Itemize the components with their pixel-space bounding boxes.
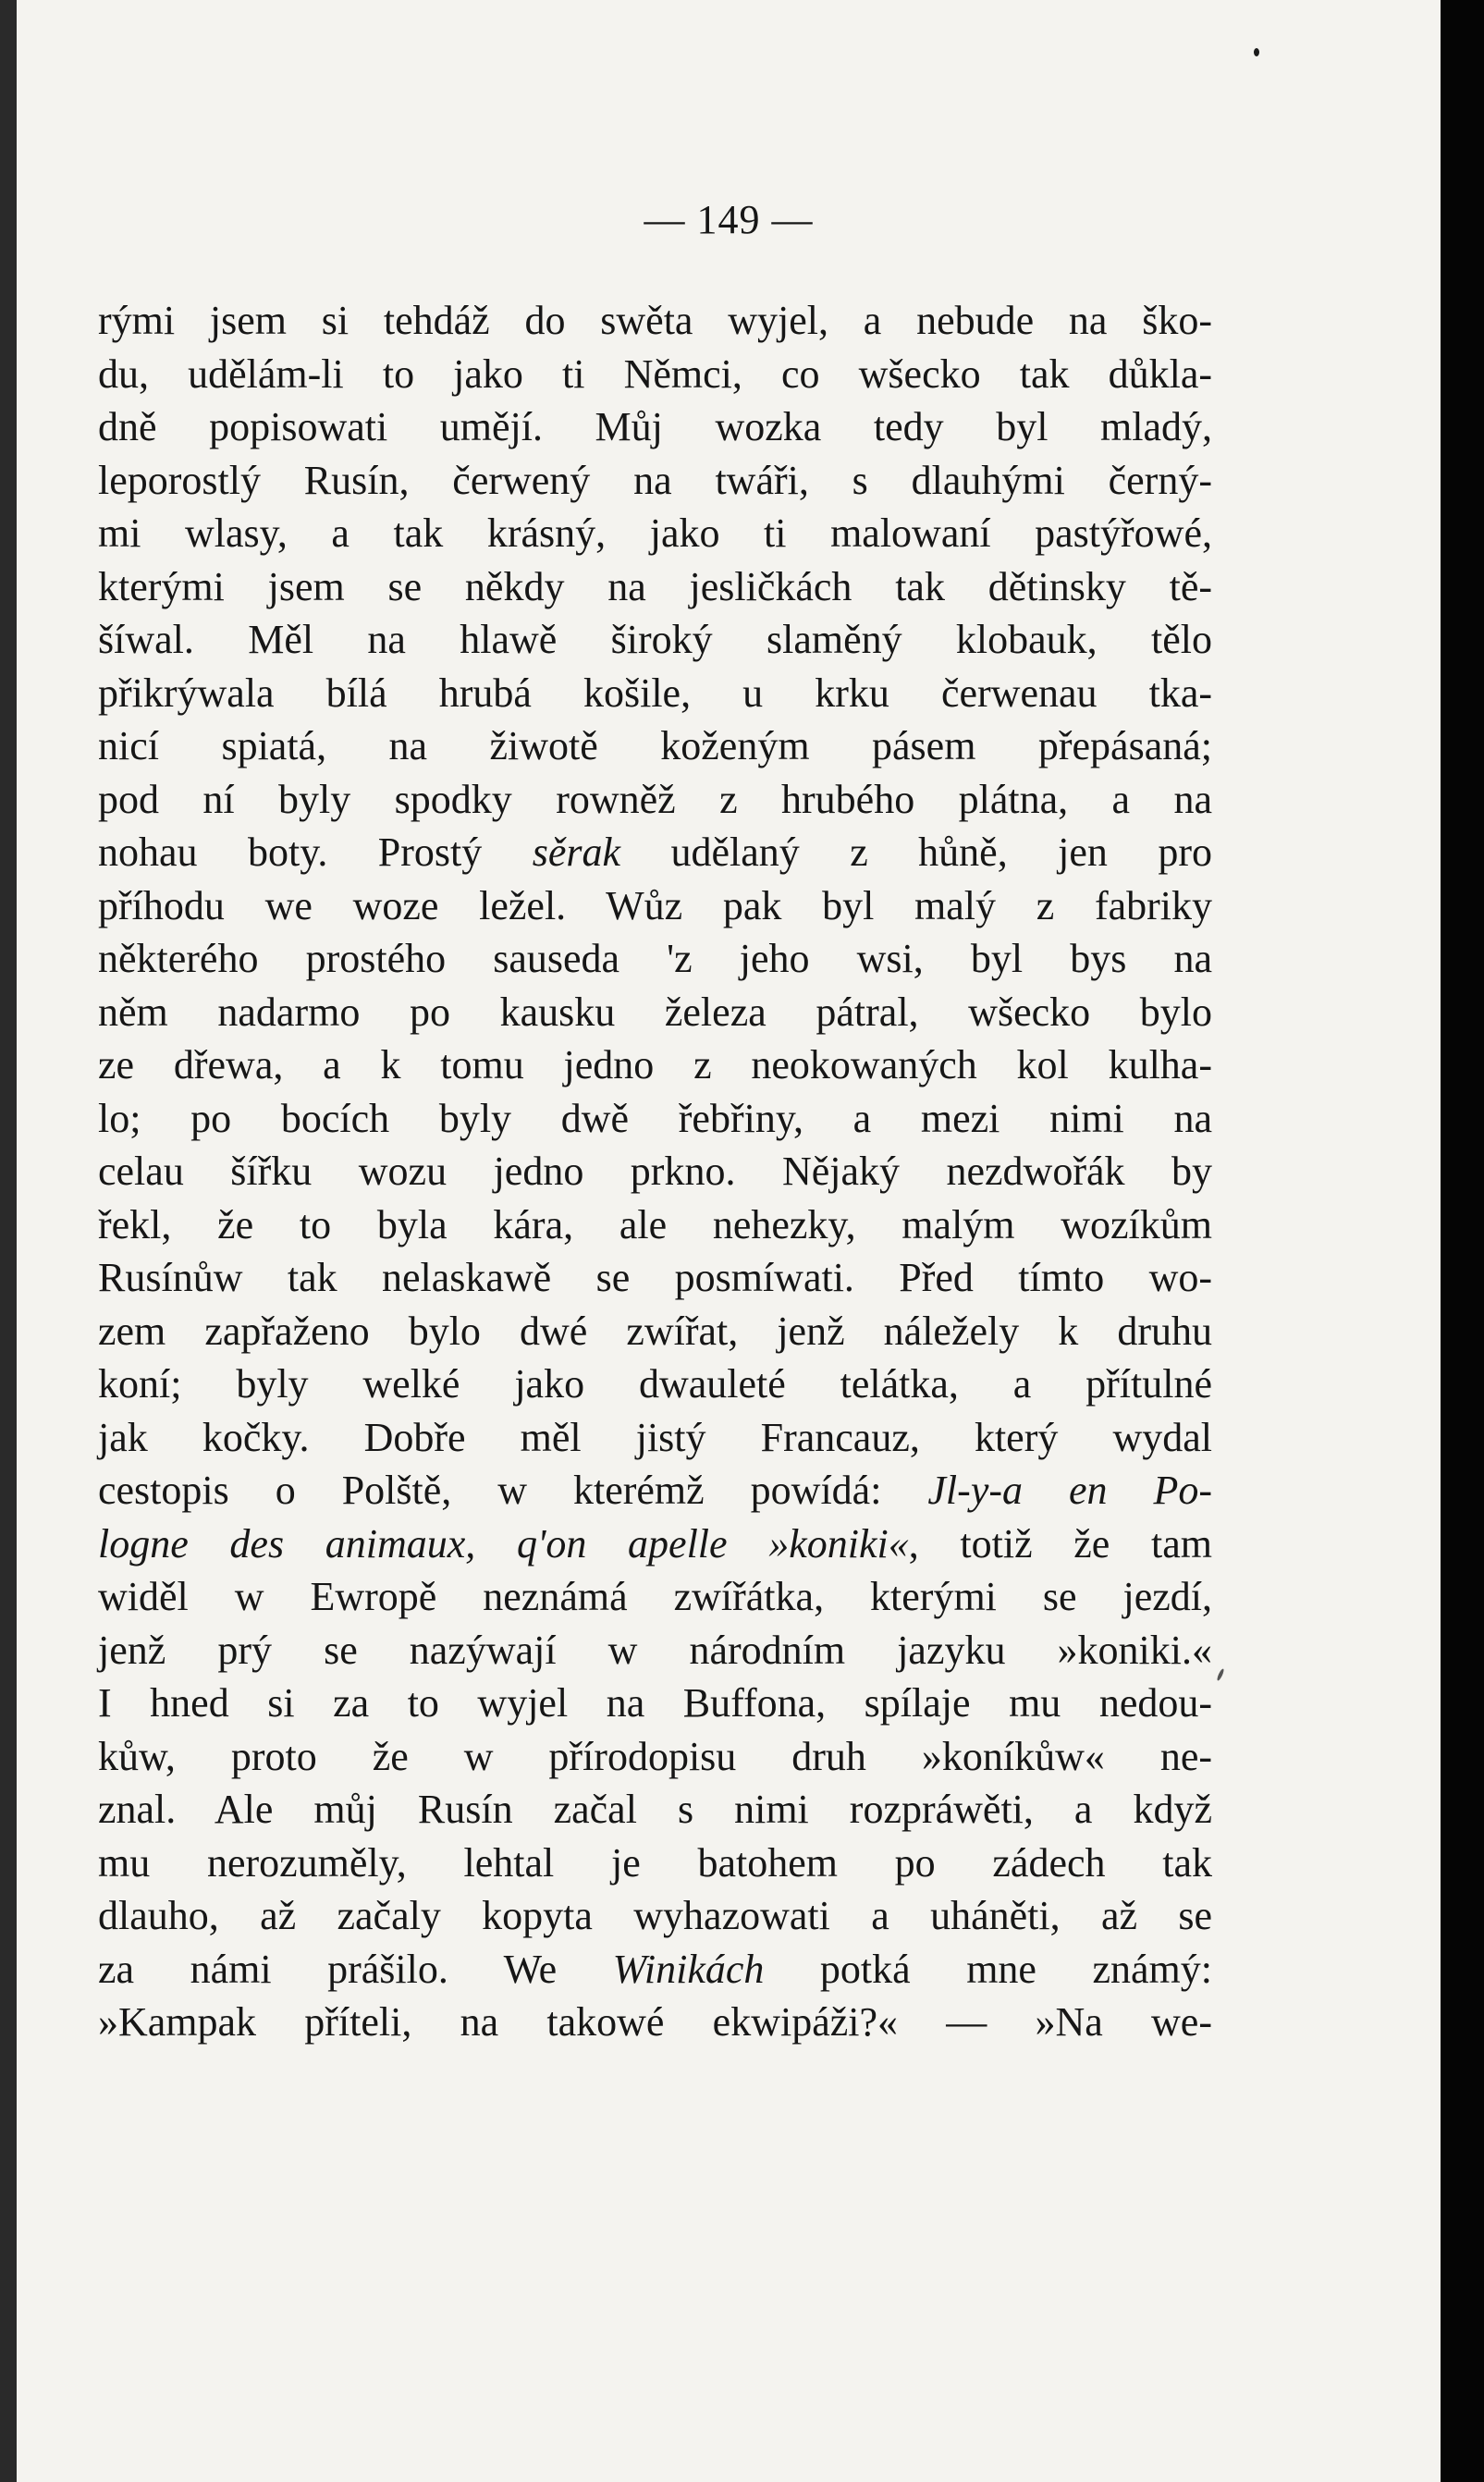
text-segment: Rusínůw tak nelaskawě se posmíwati. Před tímto wo- [98,1255,1212,1300]
text-line [98,1411,1212,1465]
text-line [98,1730,1212,1784]
text-line [98,1145,1212,1198]
text-line [98,1889,1212,1943]
text-segment: za námi prášilo. We [98,1946,613,1992]
text-line [98,1517,1212,1571]
text-line [98,1624,1212,1677]
text-segment: kůw, proto že w přírodopisu druh »koníkůw« ne- [98,1733,1212,1779]
text-segment: pod ní byly spodky rowněž z hrubého plátna, a na [98,776,1212,822]
italic-text: sěrak [532,829,621,875]
page-left-edge [0,0,17,2482]
italic-text: Winikách [612,1946,765,1992]
text-segment: přikrýwala bílá hrubá košile, u krku čerwenau tka- [98,670,1212,716]
text-segment: celau šířku wozu jedno prkno. Nějaký nezdwořák by [98,1149,1212,1194]
text-segment: dně popisowati umějí. Můj wozka tedy byl mladý, [98,404,1212,449]
text-segment: jak kočky. Dobře měl jistý Francauz, který wydal [98,1414,1212,1460]
paper-mark [1216,1668,1225,1681]
text-line [98,1358,1212,1411]
body-text [98,294,1212,2049]
italic-text: Jl-y-a en Po- [927,1468,1213,1513]
text-line [98,879,1212,933]
text-line [98,1038,1212,1092]
text-line [98,1305,1212,1358]
text-segment: lo; po bocích byly dwě řebřiny, a mezi nimi na [98,1095,1212,1141]
book-page [17,0,1441,2482]
italic-text: logne des animaux, q'on apelle »koniki« [98,1520,909,1567]
text-segment: mu nerozuměly, lehtal je batohem po zádech tak [98,1839,1212,1886]
paper-speck [1254,48,1259,56]
text-line [98,1251,1212,1305]
text-segment: koní; byly welké jako dwauleté telátka, a přítulné [98,1361,1212,1407]
text-line [98,1464,1212,1517]
text-line [98,1677,1212,1730]
text-segment: , totiž že tam [908,1520,1212,1567]
text-segment: du, udělám-li to jako ti Němci, co wšecko tak důkla- [98,350,1212,397]
text-segment: ze dřewa, a k tomu jedno z neokowaných kol kulha- [98,1042,1212,1087]
text-segment: leporostlý Rusín, čerwený na twáři, s dlauhými černý- [98,457,1212,503]
text-segment: nicí spiatá, na žiwotě koženým pásem přepásaná; [98,723,1212,768]
text-line [98,613,1212,667]
text-segment: cestopis o Polště, w kterémž powídá: [98,1468,928,1513]
text-line [98,1837,1212,1890]
text-line [98,1943,1212,1997]
text-line [98,1092,1212,1146]
text-segment: I hned si za to wyjel na Buffona, spílaje mu nedou- [98,1680,1212,1726]
text-line [98,667,1212,720]
text-line [98,400,1212,454]
text-line [98,507,1212,560]
text-line [98,773,1212,827]
text-segment: »Kampak příteli, na takowé ekwipáži?« — »Na we- [98,1999,1212,2045]
text-segment: potká mne známý: [764,1946,1212,1992]
text-segment: dlauho, až začaly kopyta wyhazowati a uháněti, až se [98,1893,1212,1938]
text-line [98,1198,1212,1252]
page-right-edge [1441,0,1484,2482]
text-segment: jenž prý se nazýwají w národním jazyku »koniki.« [98,1627,1212,1673]
text-segment: zem zapřaženo bylo dwé zwířat, jenž náležely k druhu [98,1308,1212,1354]
text-segment: znal. Ale můj Rusín začal s nimi rozpráwěti, a když [98,1787,1212,1832]
text-segment: udělaný z hůně, jen pro [620,829,1212,875]
text-segment: něm nadarmo po kausku železa pátral, wšecko bylo [98,989,1212,1035]
text-line [98,454,1212,508]
text-line [98,294,1212,348]
text-line [98,1783,1212,1837]
text-segment: mi wlasy, a tak krásný, jako ti malowaní pastýřowé, [98,510,1212,556]
text-line [98,560,1212,614]
text-line [98,1570,1212,1624]
text-segment: řekl, že to byla kára, ale nehezky, malým wozíkům [98,1201,1212,1247]
text-line [98,1996,1212,2049]
text-segment: widěl w Ewropě neznámá zwířátka, kterými se jezdí, [98,1574,1212,1619]
text-line [98,986,1212,1039]
text-line [98,826,1212,879]
text-line [98,719,1212,773]
text-line [98,348,1212,401]
page-number-header: — 149 — [644,197,814,242]
text-segment: kterými jsem se někdy na jesličkách tak dětinsky tě- [98,563,1212,609]
text-segment: nohau boty. Prostý [98,829,533,875]
text-segment: rými jsem si tehdáž do swěta wyjel, a nebude na ško- [98,298,1212,343]
text-line [98,932,1212,986]
text-segment: některého prostého sauseda 'z jeho wsi, byl bys na [98,936,1212,981]
text-segment: šíwal. Měl na hlawě široký slaměný klobauk, tělo [98,617,1212,662]
text-segment: příhodu we woze ležel. Wůz pak byl malý z fabriky [98,882,1212,928]
